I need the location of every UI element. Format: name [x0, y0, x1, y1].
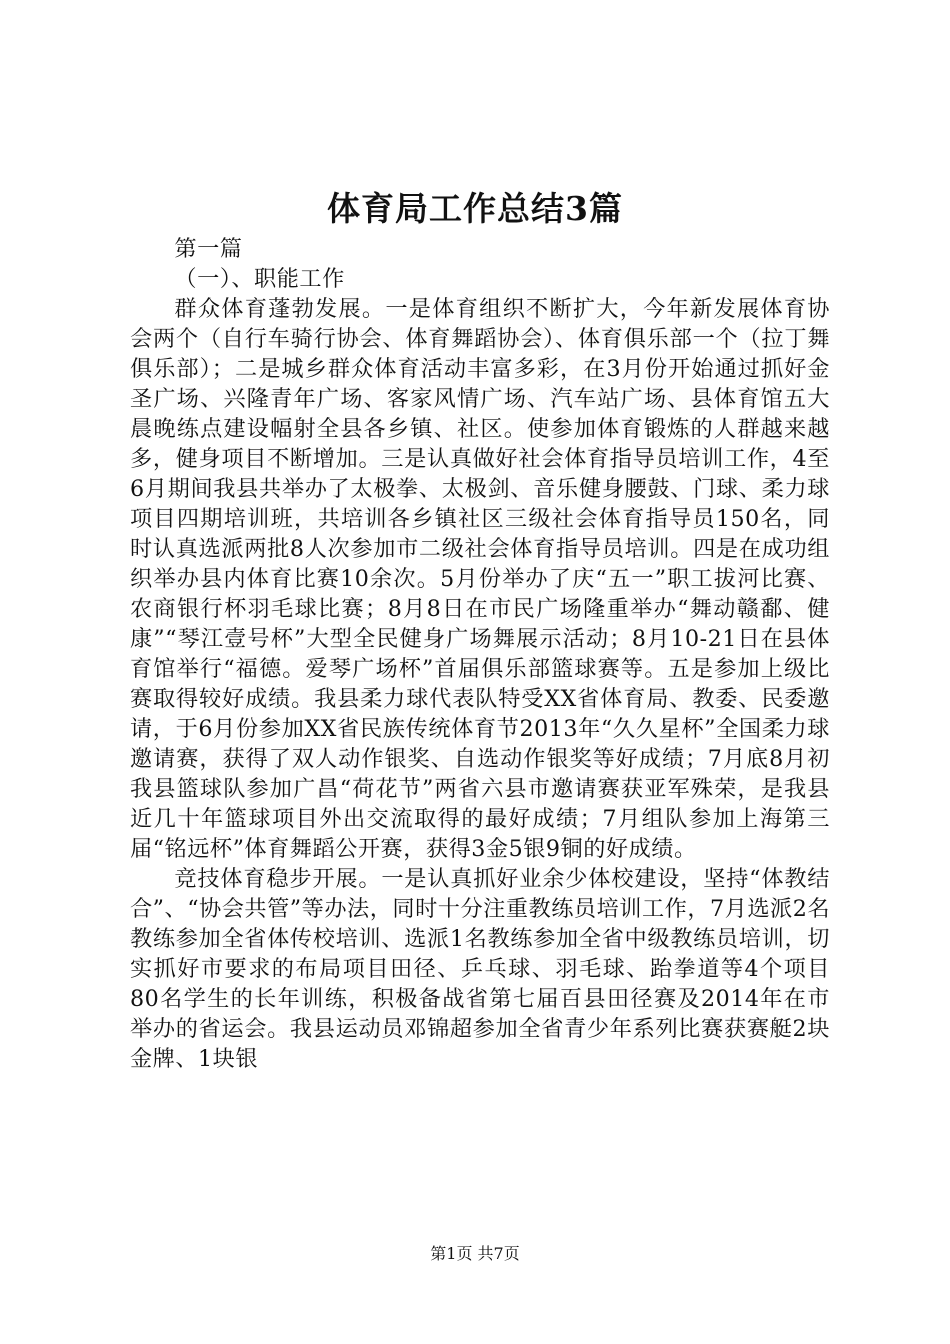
- paragraph-mass-sports: 群众体育蓬勃发展。一是体育组织不断扩大，今年新发展体育协会两个（自行车骑行协会、体育舞蹈协会）、体育俱乐部一个（拉丁舞俱乐部）；二是城乡群众体育活动丰富多彩，在3月份开始通过抓好金圣广场、兴隆青年广场、客家风情广场、汽车站广场、县体育馆五大晨晚练点建设幅射全县各乡镇、社区。使参加体育锻炼的人群越来越多，健身项目不断增加。三是认真做好社会体育指导员培训工作，4至6月期间我县共举办了太极拳、太极剑、音乐健身腰鼓、门球、柔力球项目四期培训班，共培训各乡镇社区三级社会体育指导员150名，同时认真选派两批8人次参加市二级社会体育指导员培训。四是在成功组织举办县内体育比赛10余次。5月份举办了庆“五一”职工拔河比赛、农商银行杯羽毛球比赛；8月8日在市民广场隆重举办“舞动赣鄱、健康”“琴江壹号杯”大型全民健身广场舞展示活动；8月10-21日在县体育馆举行“福德。爱琴广场杯”首届俱乐部篮球赛等。五是参加上级比赛取得较好成绩。我县柔力球代表队特受XX省体育局、教委、民委邀请，于6月份参加XX省民族传统体育节2013年“久久星杯”全国柔力球邀请赛，获得了双人动作银奖、自选动作银奖等好成绩；7月底8月初我县篮球队参加广昌“荷花节”两省六县市邀请赛获亚军殊荣，是我县近几十年篮球项目外出交流取得的最好成绩；7月组队参加上海第三届“铭远杯”体育舞蹈公开赛，获得3金5银9铜的好成绩。: [130, 296, 830, 862]
- page-number-footer: 第1页 共7页: [430, 1244, 520, 1263]
- section-heading: 第一篇: [174, 236, 243, 262]
- document-title: 体育局工作总结3篇: [327, 189, 623, 228]
- paragraph-competitive-sports: 竞技体育稳步开展。一是认真抓好业余少体校建设，坚持“体教结合”、“协会共管”等办法，同时十分注重教练员培训工作，7月选派2名教练参加全省体传校培训、选派1名教练参加全省中级教练员培训，切实抓好市要求的布局项目田径、乒乓球、羽毛球、跆拳道等4个项目80名学生的长年训练，积极备战省第七届百县田径赛及2014年在市举办的省运会。我县运动员邓锦超参加全省青少年系列比赛获赛艇2块金牌、1块银: [130, 866, 831, 1072]
- document-body: [130, 234, 830, 1074]
- subsection-heading: （一）、职能工作: [174, 266, 345, 292]
